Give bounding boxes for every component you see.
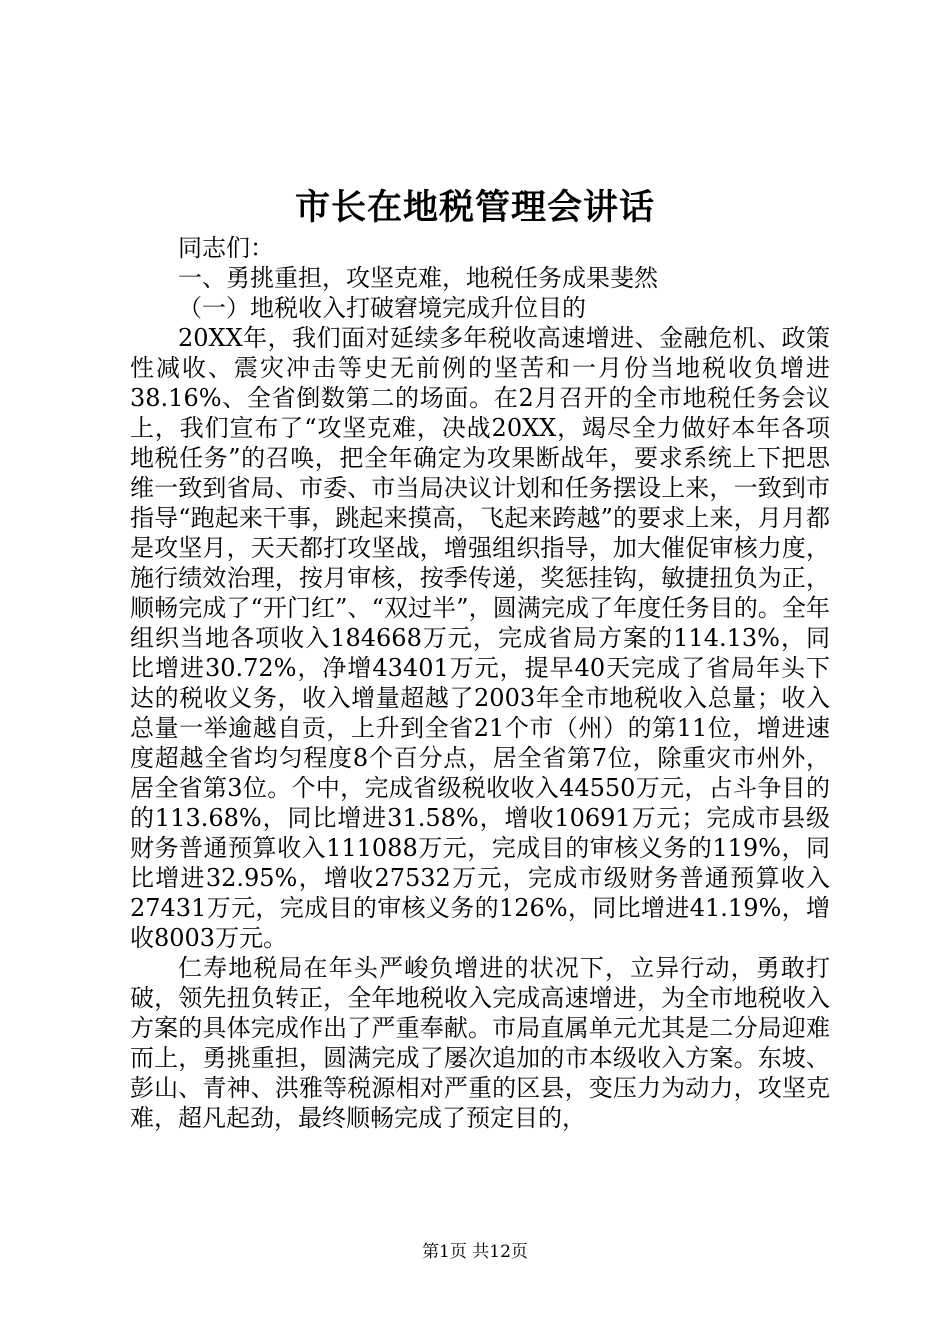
paragraph: 仁寿地税局在年头严峻负增进的状况下，立异行动，勇敢打破，领先扭负转正，全年地税收入完成高速增进，为全市地税收入方案的具体完成作出了严重奉献。市局直属单元尤其是二分局迎难而上，勇挑重担，圆满完成了屡次追加的市本级收入方案。东坡、彭山、青神、洪雅等税源相对严重的区县，变压力为动力，攻坚克难，超凡起劲，最终顺畅完成了预定目的， <box>130 954 830 1132</box>
section-heading: 一、勇挑重担，攻坚克难，地税任务成果斐然 <box>178 264 658 292</box>
subsection-heading: （一）地税收入打破窘境完成升位目的 <box>178 294 586 322</box>
greeting: 同志们： <box>178 234 274 262</box>
paragraph: 20XX年，我们面对延续多年税收高速增进、金融危机、政策性减收、震灾冲击等史无前例的坚苦和一月份当地税收负增进38.16%、全省倒数第二的场面。在2月召开的全市地税任务会议上，我们宣布了“攻坚克难，决战20XX，竭尽全力做好本年各项地税任务”的召唤，把全年确定为攻果断战年，要求系统上下把思维一致到省局、市委、市当局决议计划和任务摆设上来，一致到市指导“跑起来干事，跳起来摸高，飞起来跨越”的要求上来，月月都是攻坚月，天天都打攻坚战，增强组织指导，加大催促审核力度，施行绩效治理，按月审核，按季传递，奖惩挂钩，敏捷扭负为正，顺畅完成了“开门红”、“双过半”，圆满完成了年度任务目的。全年组织当地各项收入184668万元，完成省局方案的114.13%，同比增进30.72%，净增43401万元，提早40天完成了省局年头下达的税收义务，收入增量超越了2003年全市地税收入总量；收入总量一举逾越自贡，上升到全省21个市（州）的第11位，增进速度超越全省均匀程度8个百分点，居全省第7位，除重灾市州外，居全省第3位。个中，完成省级税收收入44550万元，占斗争目的的113.68%，同比增进31.58%，增收10691万元；完成市县级财务普通预算收入111088万元，完成目的审核义务的119%，同比增进32.95%，增收27532万元，完成市级财务普通预算收入27431万元，完成目的审核义务的126%，同比增进41.19%，增收8003万元。 <box>130 324 830 952</box>
document-body <box>130 233 830 1133</box>
page-number: 第1页 共12页 <box>422 1242 528 1262</box>
document-title: 市长在地税管理会讲话 <box>294 187 655 228</box>
